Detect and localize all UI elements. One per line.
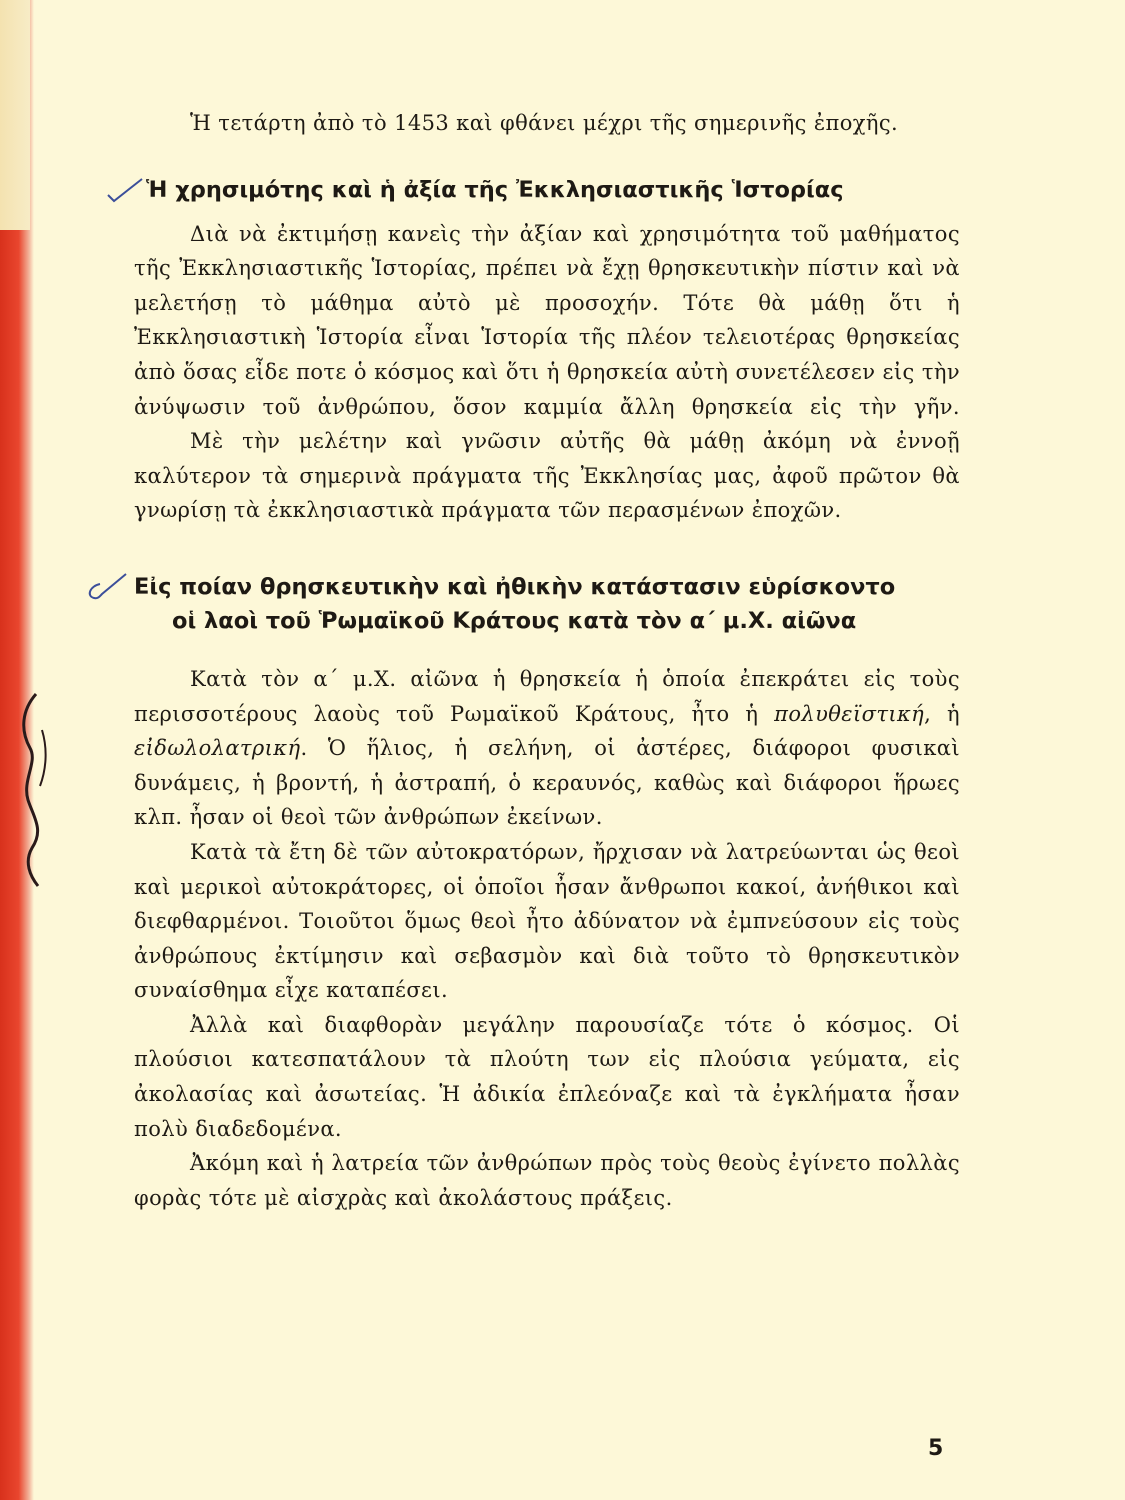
check-mark-icon xyxy=(106,175,146,205)
italic-term: πολυθεϊστική xyxy=(774,701,925,726)
check-mark-icon xyxy=(84,572,136,602)
paragraph-usefulness-2: Μὲ τὴν μελέτην καὶ γνῶσιν αὐτῆς θὰ μάθῃ ἀκόμη νὰ ἐννοῇ καλύτερον τὰ σημερινὰ πράγματα τῆς Ἐκκλησίας μας, ἀφοῦ πρῶτον θὰ γνωρίσῃ τὰ ἐκκλησιαστικὰ πράγματα τῶν περασμένων ἐποχῶν. xyxy=(134,429,960,523)
paragraph-era-4: Ἡ τετάρτη ἀπὸ τὸ 1453 καὶ φθάνει μέχρι τῆς σημερινῆς ἐποχῆς. xyxy=(190,111,899,135)
page-edge-top xyxy=(0,0,30,230)
section-heading-religious-state xyxy=(134,570,960,638)
page-content xyxy=(134,106,960,1215)
section-title-line-2: οἱ λαοὶ τοῦ Ῥωμαϊκοῦ Κράτους κατὰ τὸν α΄ μ.Χ. αἰῶνα xyxy=(172,607,857,634)
paragraph-religion-3: Ἀλλὰ καὶ διαφθορὰν μεγάλην παρουσίαζε τότε ὁ κόσμος. Οἱ πλούσιοι κατεσπατάλουν τὰ πλούτη των εἰς πλούσια γεύματα, εἰς ἀκολασίας καὶ ἀσωτείας. Ἡ ἀδικία ἐπλεόναζε καὶ τὰ ἐγκλήματα ἦσαν πολὺ διαδεδομένα. xyxy=(134,1012,960,1141)
text-run: , ἡ xyxy=(924,701,960,726)
paragraph-religion-4: Ἀκόμη καὶ ἡ λατρεία τῶν ἀνθρώπων πρὸς τοὺς θεοὺς ἐγίνετο πολλὰς φορὰς τότε μὲ αἰσχρὰς καὶ ἀκολάστους πράξεις. xyxy=(134,1151,960,1210)
page-number: 5 xyxy=(928,1436,944,1461)
paragraph-usefulness-1: Διὰ νὰ ἐκτιμήσῃ κανεὶς τὴν ἀξίαν καὶ χρησιμότητα τοῦ μαθήματος τῆς Ἐκκλησιαστικῆς Ἱστορίας, πρέπει νὰ ἔχῃ θρησκευτικὴν πίστιν καὶ νὰ μελετήσῃ τὸ μάθημα αὐτὸ μὲ προσοχήν. Τότε θὰ μάθῃ ὅτι ἡ Ἐκκλησιαστικὴ Ἱστορία εἶναι Ἱστορία τῆς πλέον τελειοτέρας θρησκείας ἀπὸ ὅσας εἶδε ποτε ὁ κόσμος καὶ ὅτι ἡ θρησκεία αὐτὴ συνετέλεσεν εἰς τὴν ἀνύψωσιν τοῦ ἀνθρώπου, ὅσον καμμία ἄλλη θρησκεία εἰς τὴν γῆν. xyxy=(134,221,960,419)
text-run: . Ὁ ἥλιος, ἡ σελήνη, οἱ ἀστέρες, διάφοροι φυσικαὶ δυνάμεις, ἡ βροντή, ἡ ἀστραπή, ὁ κεραυνός, καθὼς καὶ διάφοροι ἥρωες κλπ. ἦσαν οἱ θεοὶ τῶν ἀνθρώπων ἐκείνων. xyxy=(134,736,960,830)
section-heading-usefulness xyxy=(134,173,960,207)
paragraph-religion-2: Κατὰ τὰ ἔτη δὲ τῶν αὐτοκρατόρων, ἤρχισαν νὰ λατρεύωνται ὡς θεοὶ καὶ μερικοὶ αὐτοκράτορες, οἱ ὁποῖοι ἦσαν ἄνθρωποι κακοί, ἀνήθικοι καὶ διεφθαρμένοι. Τοιοῦτοι ὅμως θεοὶ ἦτο ἀδύνατον νὰ ἐμπνεύσουν εἰς τοὺς ἀνθρώπους ἐκτίμησιν καὶ σεβασμὸν καὶ διὰ τοῦτο τὸ θρησκευτικὸν συναίσθημα εἶχε καταπέσει. xyxy=(134,839,960,1003)
section-title: Ἡ χρησιμότης καὶ ἡ ἀξία τῆς Ἐκκλησιαστικῆς Ἱστορίας xyxy=(146,176,844,203)
text-run: Κατὰ τὸν α΄ μ.Χ. αἰῶνα ἡ θρησκεία ἡ ὁποία ἐπεκράτει εἰς τοὺς περισσοτέρους λαοὺς τοῦ Ρωμαϊκοῦ Κράτους, ἦτο ἡ xyxy=(134,666,960,726)
margin-scribble-icon xyxy=(8,690,58,890)
italic-term: εἰδωλολατρική xyxy=(134,736,301,761)
section-title-line-1: Εἰς ποίαν θρησκευτικὴν καὶ ἠθικὴν κατάστασιν εὑρίσκοντο xyxy=(134,573,896,600)
paragraph-religion-1 xyxy=(134,662,960,835)
